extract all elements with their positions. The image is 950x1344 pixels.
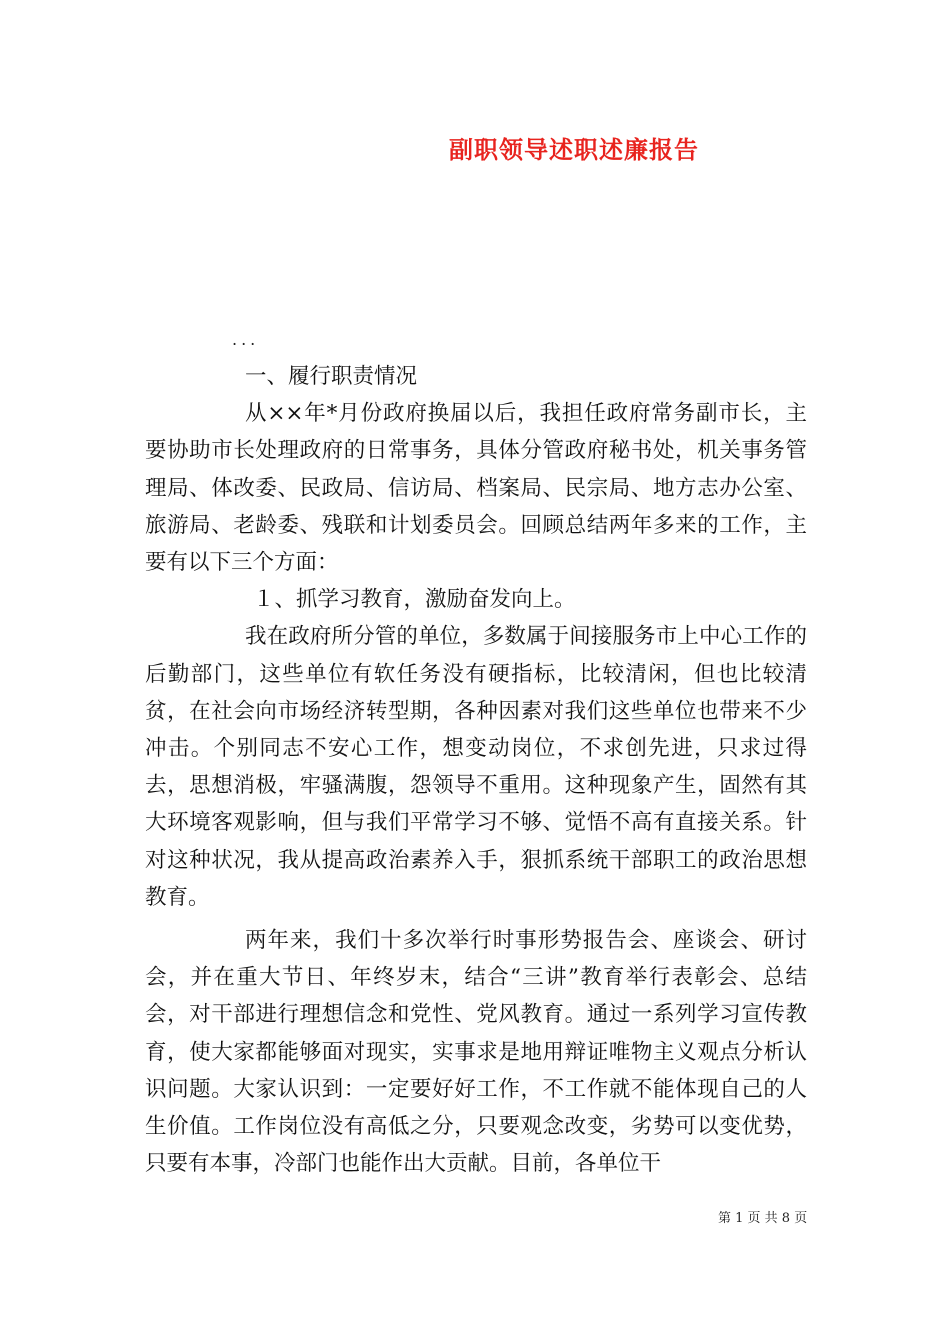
- document-body: [145, 358, 807, 1182]
- paragraph: 我在政府所分管的单位，多数属于间接服务市上中心工作的后勤部门，这些单位有软任务没有硬指标，比较清闲，但也比较清贫，在社会向市场经济转型期，各种因素对我们这些单位也带来不少冲击。个别同志不安心工作，想变动岗位，不求创先进，只求过得去，思想消极，牢骚满腹，怨领导不重用。这种现象产生，固然有其大环境客观影响，但与我们平常学习不够、觉悟不高有直接关系。针对这种状况，我从提高政治素养入手，狠抓系统干部职工的政治思想教育。: [145, 624, 807, 910]
- paragraph: 从××年*月份政府换届以后，我担任政府常务副市长，主要协助市长处理政府的日常事务，具体分管政府秘书处，机关事务管理局、体改委、民政局、信访局、档案局、民宗局、地方志办公室、旅游局、老龄委、残联和计划委员会。回顾总结两年多来的工作，主要有以下三个方面：: [145, 401, 807, 576]
- page-number: 第 1 页 共 8 页: [718, 1211, 808, 1226]
- paragraph: 两年来，我们十多次举行时事形势报告会、座谈会、研讨会，并在重大节日、年终岁末，结合“三讲”教育举行表彰会、总结会，对干部进行理想信念和党性、党风教育。通过一系列学习宣传教育，使大家都能够面对现实，实事求是地用辩证唯物主义观点分析认识问题。大家认识到：一定要好好工作，不工作就不能体现自己的人生价值。工作岗位没有高低之分，只要观念改变，劣势可以变优势，只要有本事，冷部门也能作出大贡献。目前，各单位干: [145, 928, 807, 1177]
- ellipsis-marker: ...: [232, 330, 260, 349]
- subsection-heading: １、抓学习教育，激励奋发向上。: [253, 587, 576, 613]
- section-heading: 一、履行职责情况: [245, 364, 418, 389]
- document-title: 副职领导述职述廉报告: [449, 135, 699, 164]
